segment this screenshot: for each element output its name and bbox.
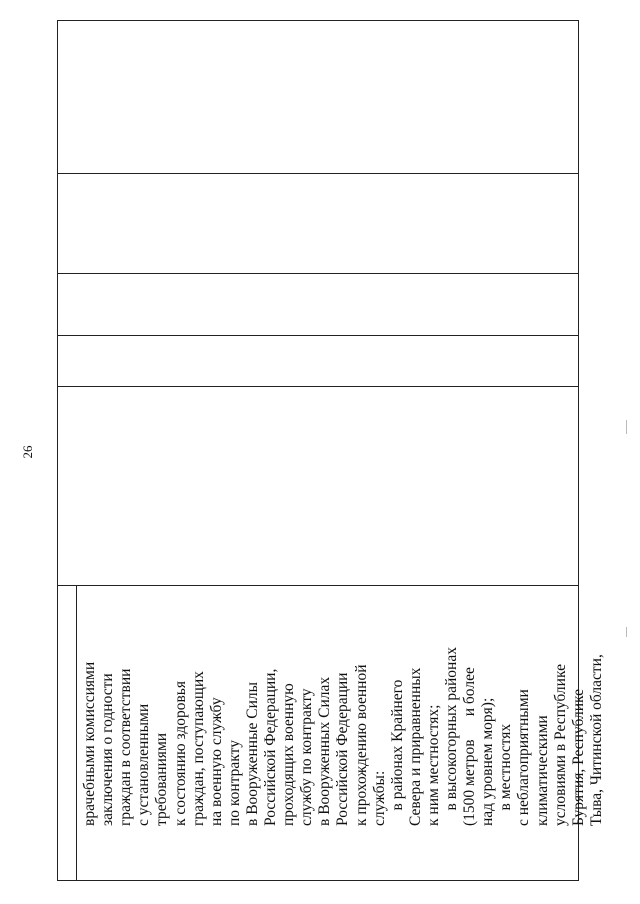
cell-text-line: службы: [370, 770, 388, 826]
cell-text-line: к состоянию здоровья [171, 681, 189, 826]
cell-text-line: Российской Федерации [334, 672, 352, 826]
cell-text-line: (1500 метров и более [461, 667, 479, 826]
cell-text-line: в высокогорных районах [443, 647, 460, 826]
scan-artifact [626, 627, 627, 637]
cell-text-line: Российской Федерации, [262, 668, 279, 826]
cell-text-line: Севера и приравненных [406, 667, 424, 826]
cell-text-line: условиями в Республике [551, 664, 569, 826]
cell-text-line: службу по контракту [298, 688, 316, 826]
cell-text-line: климатическими [533, 715, 551, 826]
column-divider-4 [57, 386, 579, 387]
cell-text-line: врачебными комиссиями [81, 661, 98, 826]
cell-text-line: в Вооруженных Силах [316, 676, 334, 826]
table-border-top [57, 20, 579, 21]
cell-text-line: граждан в соответствии [117, 668, 135, 826]
cell-text-line: требованиями [153, 732, 171, 826]
row-number-divider [76, 585, 77, 881]
cell-text-line: в районах Крайнего [388, 679, 406, 826]
scan-artifact [626, 420, 627, 434]
cell-text-line: Тыва, Читинской области, [587, 654, 605, 826]
cell-text-line: по контракту [225, 740, 243, 826]
cell-text-line: к прохождению военной [352, 664, 370, 826]
table-border-bottom [57, 880, 579, 881]
cell-text-line: граждан, поступающих [189, 671, 207, 826]
cell-text-line: Бурятия, Республике [569, 688, 587, 826]
cell-text-line: с установленными [135, 703, 153, 826]
cell-text-line: над уровнем моря); [479, 697, 497, 826]
cell-text-line: в Вооруженные Силы [243, 681, 261, 826]
page-number: 26 [20, 445, 35, 459]
cell-text-line: к ним местностях; [424, 704, 442, 826]
cell-text-line: на военную службу [207, 697, 225, 826]
cell-text-line: с неблагоприятными [515, 689, 533, 826]
first-column-text [80, 586, 605, 826]
cell-text-line: проходящих военную [280, 683, 298, 826]
column-divider-2 [57, 273, 579, 274]
cell-text-line: в местностях [497, 723, 515, 826]
cell-text-line: заключения о годности [99, 673, 117, 826]
column-divider-3 [57, 335, 579, 336]
table-border-left [57, 20, 58, 881]
column-divider-1 [57, 173, 579, 174]
